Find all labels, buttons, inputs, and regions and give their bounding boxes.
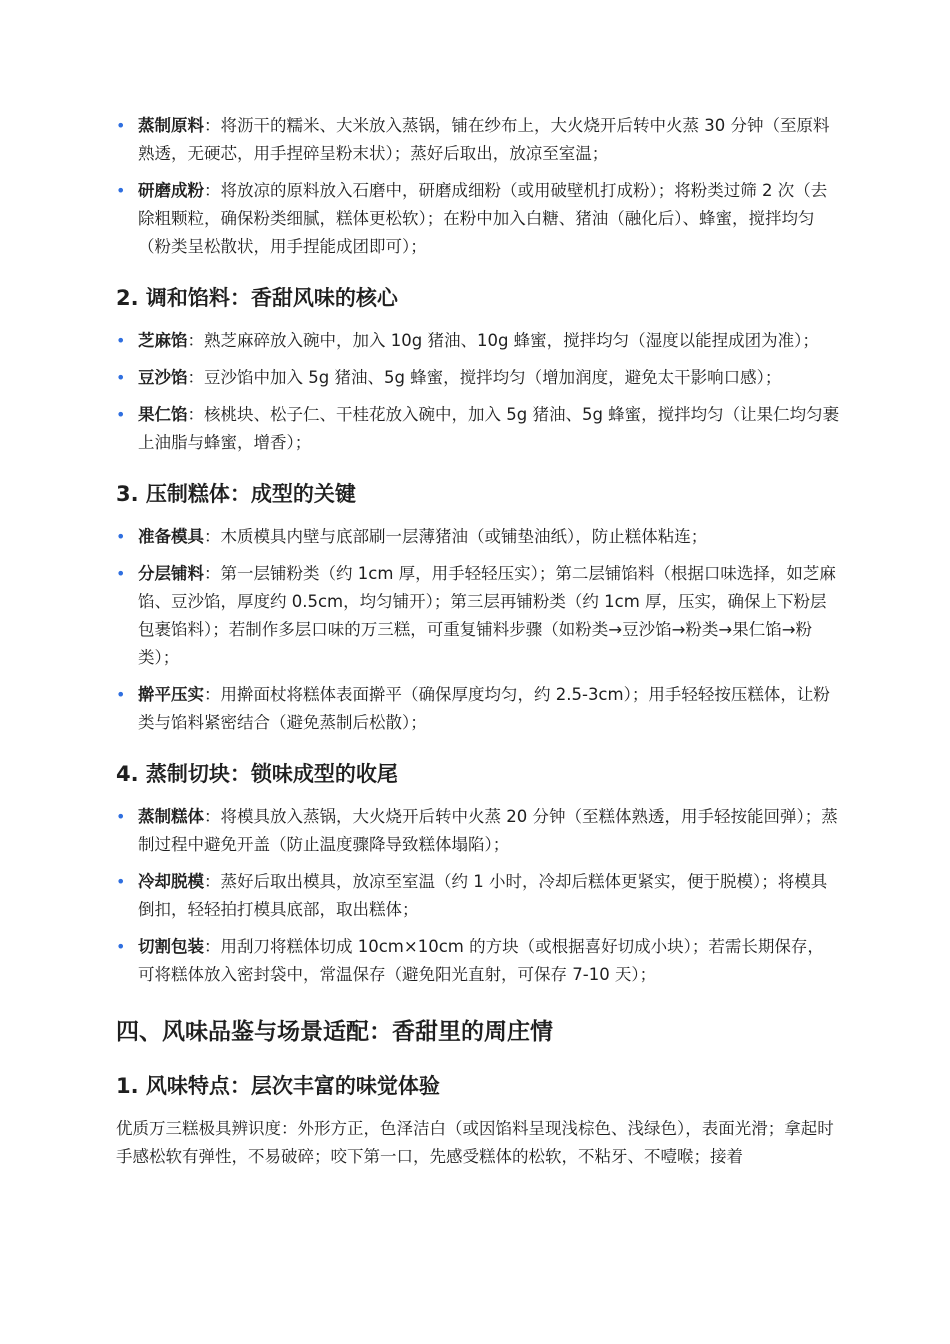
- item-label: 果仁馅: [138, 405, 188, 424]
- item-label: 芝麻馅: [138, 331, 188, 350]
- steam-grind-list: [116, 112, 840, 261]
- item-label: 豆沙馅: [138, 368, 188, 387]
- list-item: [116, 177, 840, 261]
- heading-pressing: 3. 压制糕体：成型的关键: [116, 482, 356, 506]
- pressing-list: [116, 523, 840, 737]
- heading-flavor-features: 1. 风味特点：层次丰富的味觉体验: [116, 1074, 440, 1098]
- filling-list: [116, 327, 840, 457]
- item-label: 擀平压实: [138, 685, 204, 704]
- list-item: [116, 364, 840, 392]
- item-label: 准备模具: [138, 527, 204, 546]
- list-item: [116, 401, 840, 457]
- list-item: [116, 681, 840, 737]
- item-text: ：用擀面杖将糕体表面擀平（确保厚度均匀，约 2.5-3cm）；用手轻轻按压糕体，让粉类与馅料紧密结合（避免蒸制后松散）；: [138, 685, 830, 732]
- item-text: ：木质模具内壁与底部刷一层薄猪油（或铺垫油纸），防止糕体粘连；: [204, 527, 708, 546]
- section-heading-flavor: 四、风味品鉴与场景适配：香甜里的周庄情: [116, 1019, 553, 1045]
- item-label: 分层铺料: [138, 564, 204, 583]
- item-text: ：用刮刀将糕体切成 10cm×10cm 的方块（或根据喜好切成小块）；若需长期保存，可将糕体放入密封袋中，常温保存（避免阳光直射，可保存 7-10 天）；: [138, 937, 824, 984]
- item-text: ：熟芝麻碎放入碗中，加入 10g 猪油、10g 蜂蜜，搅拌均匀（湿度以能捏成团为准）；: [187, 331, 819, 350]
- item-label: 研磨成粉: [138, 181, 204, 200]
- list-item: [116, 933, 840, 989]
- list-item: [116, 327, 840, 355]
- list-item: [116, 560, 840, 672]
- list-item: [116, 112, 840, 168]
- item-text: ：将沥干的糯米、大米放入蒸锅，铺在纱布上，大火烧开后转中火蒸 30 分钟（至原料熟透，无硬芯，用手捏碎呈粉末状）；蒸好后取出，放凉至室温；: [138, 116, 830, 163]
- list-item: [116, 868, 840, 924]
- item-text: ：豆沙馅中加入 5g 猪油、5g 蜂蜜，搅拌均匀（增加润度，避免太干影响口感）；: [187, 368, 782, 387]
- item-text: ：第一层铺粉类（约 1cm 厚，用手轻轻压实）；第二层铺馅料（根据口味选择，如芝麻馅、豆沙馅，厚度约 0.5cm，均匀铺开）；第三层再铺粉类（约 1cm 厚，压实，确保上下粉层包裹馅料）；若制作多层口味的万三糕，可重复铺料步骤（如粉类→豆沙馅→粉类→果仁馅→粉类）；: [138, 564, 836, 667]
- item-text: ：将模具放入蒸锅，大火烧开后转中火蒸 20 分钟（至糕体熟透，用手轻按能回弹）；蒸制过程中避免开盖（防止温度骤降导致糕体塌陷）；: [138, 807, 838, 854]
- list-item: [116, 803, 840, 859]
- steaming-list: [116, 803, 840, 989]
- list-item: [116, 523, 840, 551]
- item-text: ：蒸好后取出模具，放凉至室温（约 1 小时，冷却后糕体更紧实，便于脱模）；将模具倒扣，轻轻拍打模具底部，取出糕体；: [138, 872, 828, 919]
- item-label: 冷却脱模: [138, 872, 204, 891]
- item-label: 蒸制糕体: [138, 807, 204, 826]
- heading-steaming: 4. 蒸制切块：锁味成型的收尾: [116, 762, 398, 786]
- flavor-paragraph: 优质万三糕极具辨识度：外形方正，色泽洁白（或因馅料呈现浅棕色、浅绿色），表面光滑；拿起时手感松软有弹性，不易破碎；咬下第一口，先感受糕体的松软，不粘牙、不噎喉；接着: [116, 1119, 834, 1166]
- item-label: 切割包装: [138, 937, 204, 956]
- item-label: 蒸制原料: [138, 116, 204, 135]
- item-text: ：将放凉的原料放入石磨中，研磨成细粉（或用破壁机打成粉）；将粉类过筛 2 次（去除粗颗粒，确保粉类细腻，糕体更松软）；在粉中加入白糖、猪油（融化后）、蜂蜜，搅拌均匀（粉类呈松散状，用手捏能成团即可）；: [138, 181, 828, 256]
- item-text: ：核桃块、松子仁、干桂花放入碗中，加入 5g 猪油、5g 蜂蜜，搅拌均匀（让果仁均匀裹上油脂与蜂蜜，增香）；: [138, 405, 840, 452]
- heading-filling: 2. 调和馅料：香甜风味的核心: [116, 286, 398, 310]
